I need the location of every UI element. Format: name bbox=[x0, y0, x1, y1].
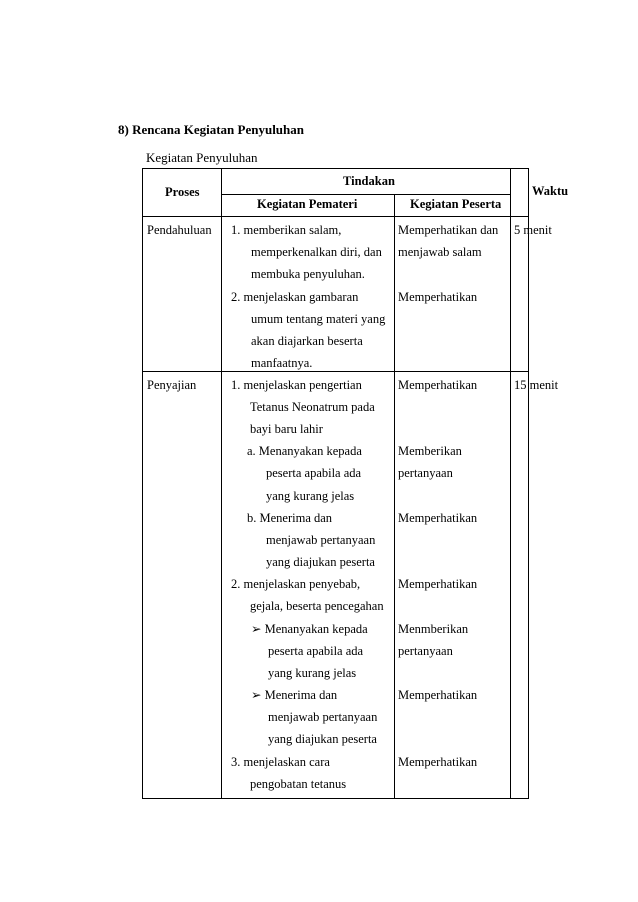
row-2-pemateri-line: Tetanus Neonatrum pada bbox=[250, 400, 375, 414]
row-2-peserta-line: Menmberikan bbox=[398, 622, 469, 636]
row-1-pemateri-line: manfaatnya. bbox=[251, 356, 313, 370]
header-proses: Proses bbox=[165, 185, 200, 199]
row-2-pemateri-line: pengobatan tetanus bbox=[250, 777, 347, 791]
row-2-pemateri-line: menjawab pertanyaan bbox=[268, 710, 378, 724]
row-2-peserta-line: pertanyaan bbox=[398, 466, 453, 480]
header-kegiatan-peserta: Kegiatan Peserta bbox=[410, 197, 502, 211]
row-1-waktu: 5 menit bbox=[514, 223, 552, 237]
row-2-pemateri-line: yang diajukan peserta bbox=[266, 555, 375, 569]
row-1-peserta-line: Memperhatikan bbox=[398, 290, 478, 304]
row-1-pemateri-line: memperkenalkan diri, dan bbox=[251, 245, 382, 259]
row-2-pemateri-line: b. Menerima dan bbox=[247, 511, 333, 525]
row-2-peserta-line: Memberikan bbox=[398, 444, 462, 458]
header-waktu: Waktu bbox=[532, 184, 569, 198]
row-2-pemateri-line: 1. menjelaskan pengertian bbox=[231, 378, 362, 392]
row-1-pemateri-line: membuka penyuluhan. bbox=[251, 267, 365, 281]
row-2-peserta-line: Memperhatikan bbox=[398, 755, 478, 769]
row-1-peserta-line: menjawab salam bbox=[398, 245, 482, 259]
row-1-peserta-line: Memperhatikan dan bbox=[398, 223, 499, 237]
row-2-peserta-line: Memperhatikan bbox=[398, 688, 478, 702]
row-1-pemateri-line: akan diajarkan beserta bbox=[251, 334, 363, 348]
row-2-pemateri-line: 2. menjelaskan penyebab, bbox=[231, 577, 361, 591]
header-tindakan: Tindakan bbox=[343, 174, 395, 188]
section-subheading: Kegiatan Penyuluhan bbox=[146, 150, 258, 165]
header-kegiatan-pemateri: Kegiatan Pemateri bbox=[257, 197, 358, 211]
row-2-pemateri-line: yang kurang jelas bbox=[268, 666, 357, 680]
row-2-peserta-line: pertanyaan bbox=[398, 644, 453, 658]
row-2-pemateri-line: gejala, beserta pencegahan bbox=[250, 599, 384, 613]
section-heading: 8) Rencana Kegiatan Penyuluhan bbox=[118, 122, 304, 137]
row-2-pemateri-line: peserta apabila ada bbox=[266, 466, 362, 480]
row-2-pemateri-line: ➢ Menanyakan kepada bbox=[251, 622, 368, 636]
row-2-pemateri-line: yang kurang jelas bbox=[266, 489, 355, 503]
row-2-pemateri-line: bayi baru lahir bbox=[250, 422, 323, 436]
row-2-peserta-line: Memperhatikan bbox=[398, 577, 478, 591]
row-2-proses: Penyajian bbox=[147, 378, 197, 392]
row-1-pemateri-line: umum tentang materi yang bbox=[251, 312, 386, 326]
row-1-pemateri-line: 1. memberikan salam, bbox=[231, 223, 342, 237]
row-2-pemateri-line: a. Menanyakan kepada bbox=[247, 444, 362, 458]
row-2-peserta-line: Memperhatikan bbox=[398, 378, 478, 392]
row-1-proses: Pendahuluan bbox=[147, 223, 212, 237]
row-2-pemateri-line: peserta apabila ada bbox=[268, 644, 364, 658]
row-1-pemateri-line: 2. menjelaskan gambaran bbox=[231, 290, 359, 304]
row-2-peserta-line: Memperhatikan bbox=[398, 511, 478, 525]
row-2-pemateri-line: ➢ Menerima dan bbox=[251, 688, 338, 702]
row-2-pemateri-line: yang diajukan peserta bbox=[268, 732, 377, 746]
row-2-waktu: 15 menit bbox=[514, 378, 559, 392]
row-2-pemateri-line: 3. menjelaskan cara bbox=[231, 755, 330, 769]
row-2-pemateri-line: menjawab pertanyaan bbox=[266, 533, 376, 547]
